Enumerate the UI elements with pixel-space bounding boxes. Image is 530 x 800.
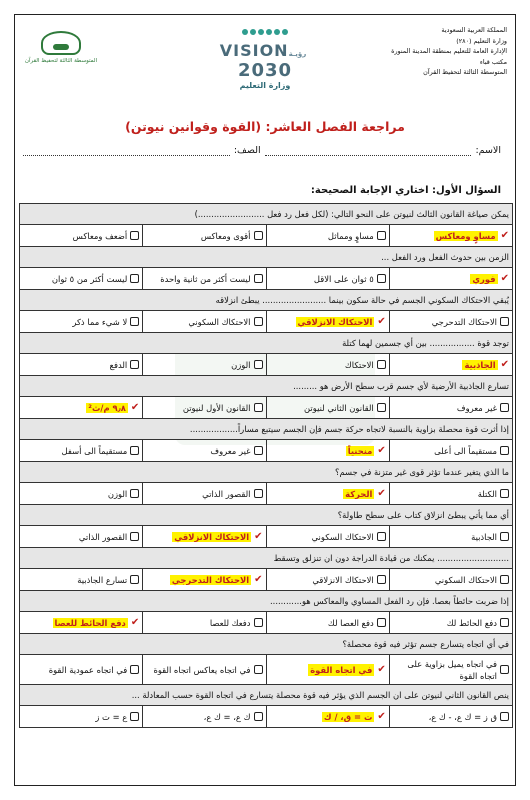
checkbox-icon[interactable] xyxy=(500,446,509,455)
checkbox-icon[interactable] xyxy=(500,665,509,674)
checkbox-icon[interactable] xyxy=(130,575,139,584)
answer-option[interactable] xyxy=(389,569,512,591)
correct-answer-label: مساوٍ ومعاكس xyxy=(435,230,496,241)
option-label: القصور الذاتي xyxy=(202,488,251,499)
option-label: في اتجاه عمودية القوة xyxy=(48,664,128,675)
option-label: الاحتكاك التدحرجي xyxy=(431,316,497,327)
option-label: دفعك للعصا xyxy=(209,617,251,628)
correct-answer-label: الجاذبية xyxy=(464,359,496,370)
answer-option[interactable] xyxy=(143,655,266,685)
checkbox-icon[interactable] xyxy=(500,403,509,412)
answer-row xyxy=(20,311,513,333)
answer-row xyxy=(20,225,513,247)
institution-block xyxy=(357,25,507,78)
question-stem-row xyxy=(20,376,513,397)
checkmark-icon: ✔ xyxy=(377,488,386,499)
checkbox-icon[interactable] xyxy=(254,317,263,326)
school-emblem-icon xyxy=(41,31,81,55)
option-label: تسارع الجاذبية xyxy=(77,574,128,585)
answer-option[interactable] xyxy=(266,706,389,728)
checkmark-icon: ✔ xyxy=(377,663,386,675)
question-stem-row xyxy=(20,462,513,483)
option-label: دفع الحائط لك xyxy=(446,617,497,628)
checkbox-icon[interactable] xyxy=(130,532,139,541)
answer-row xyxy=(20,268,513,290)
checkbox-icon[interactable] xyxy=(130,446,139,455)
answer-option[interactable] xyxy=(266,526,389,548)
name-field[interactable] xyxy=(265,145,472,156)
question-stem-row xyxy=(20,204,513,225)
question-stem: يمكن صياغة القانون الثالث لنيوتن على النحو التالي: (لكل فعل رد فعل .........................) xyxy=(20,204,513,225)
checkbox-icon[interactable] xyxy=(377,575,386,584)
answer-option[interactable] xyxy=(143,311,266,333)
answer-option[interactable] xyxy=(143,612,266,634)
answer-option[interactable] xyxy=(143,569,266,591)
checkbox-icon[interactable] xyxy=(254,274,263,283)
option-label: دفع العصا لك xyxy=(327,617,374,628)
answer-option[interactable] xyxy=(389,526,512,548)
question-stem: ما الذي يتغير عندما تؤثر قوى غير متزنة في جسم؟ xyxy=(20,462,513,483)
header-line: وزارة التعليم (٢٨٠) xyxy=(456,36,507,45)
option-label: ٥ ثوان على الاقل xyxy=(313,273,374,284)
answer-option[interactable] xyxy=(389,440,512,462)
option-label: ق ز = ك ع، - ك ع، xyxy=(428,711,497,722)
option-label: مستقيماً الى أسفل xyxy=(61,445,128,456)
answer-option[interactable] xyxy=(20,268,143,290)
answer-option[interactable] xyxy=(266,440,389,462)
checkbox-icon[interactable] xyxy=(130,360,139,369)
checkbox-icon[interactable] xyxy=(254,489,263,498)
option-label: القصور الذاتي xyxy=(78,531,128,542)
option-label: ليست أكثر من ٥ ثوان xyxy=(51,273,128,284)
option-label: الاحتكاك السكوني xyxy=(188,316,251,327)
option-label: مساوٍ ومماثل xyxy=(327,230,374,241)
option-label: في اتجاه يعاكس اتجاه القوة xyxy=(153,664,251,675)
checkmark-icon: ✔ xyxy=(254,531,263,542)
answer-option[interactable] xyxy=(266,483,389,505)
answer-option[interactable] xyxy=(266,268,389,290)
answer-option[interactable] xyxy=(266,655,389,685)
checkbox-icon[interactable] xyxy=(130,712,139,721)
option-label: غير معروف xyxy=(210,445,251,456)
header xyxy=(15,15,515,105)
answer-option[interactable] xyxy=(143,354,266,376)
answer-option[interactable] xyxy=(20,397,143,419)
answer-option[interactable] xyxy=(20,526,143,548)
answer-option[interactable] xyxy=(143,268,266,290)
checkbox-icon[interactable] xyxy=(254,231,263,240)
answer-option[interactable] xyxy=(143,706,266,728)
option-label: الدفع xyxy=(109,359,128,370)
question-stem-row xyxy=(20,290,513,311)
checkbox-icon[interactable] xyxy=(130,317,139,326)
checkmark-icon: ✔ xyxy=(377,445,386,456)
answer-option[interactable] xyxy=(389,225,512,247)
school-logo: المتوسطة الثالثة لتحفيظ القرآن xyxy=(21,31,101,64)
checkmark-icon: ✔ xyxy=(130,402,140,413)
question-stem: ........................... يمكنك من قيادة الدراجة دون ان تنزلق وتسقط xyxy=(20,548,513,569)
answer-row xyxy=(20,483,513,505)
question-stem-row xyxy=(20,247,513,268)
question-stem-row xyxy=(20,419,513,440)
checkmark-icon: ✔ xyxy=(377,316,386,327)
answer-option[interactable] xyxy=(143,483,266,505)
option-label: الكتلة xyxy=(477,488,497,499)
class-label: الصف: xyxy=(233,145,261,156)
option-label: الوزن xyxy=(107,488,128,499)
option-label: غير معروف xyxy=(456,402,497,413)
question-stem-row xyxy=(20,591,513,612)
question-stem: يُبقي الاحتكاك السكوني الجسم في حالة سكون بينما ........................ يبطئ انزلاقه xyxy=(20,290,513,311)
checkbox-icon[interactable] xyxy=(254,618,263,627)
answer-option[interactable] xyxy=(389,354,512,376)
checkbox-icon[interactable] xyxy=(254,446,263,455)
checkbox-icon[interactable] xyxy=(377,403,386,412)
correct-answer-label: الاحتكاك الانزلاقي xyxy=(297,316,373,327)
option-label: الوزن xyxy=(231,359,251,370)
checkbox-icon[interactable] xyxy=(130,274,139,283)
answer-row xyxy=(20,612,513,634)
checkbox-icon[interactable] xyxy=(500,575,509,584)
correct-answer-label: ٩٫٨ م/ث² xyxy=(88,402,126,413)
checkbox-icon[interactable] xyxy=(130,489,139,498)
page-title: مراجعة الفصل العاشر: (القوة وقوانين نيوتن) xyxy=(125,119,405,134)
option-label: مستقيماً الى أعلى xyxy=(434,445,497,456)
answer-option[interactable] xyxy=(20,569,143,591)
option-label: القانون الثاني لنيوتن xyxy=(304,402,374,413)
checkbox-icon[interactable] xyxy=(377,360,386,369)
question-stem: تسارع الجاذبية الأرضية لأي جسم قرب سطح الأرض هو ......... xyxy=(20,376,513,397)
question-stem: إذا أثرت قوة محصلة بزاوية بالنسبة لاتجاه حركة جسم فإن الجسم سيتبع مساراً.................. xyxy=(20,419,513,440)
answer-row xyxy=(20,569,513,591)
answer-option[interactable] xyxy=(389,655,512,685)
checkbox-icon[interactable] xyxy=(500,532,509,541)
answer-option[interactable] xyxy=(389,268,512,290)
checkbox-icon[interactable] xyxy=(254,360,263,369)
option-label: لا شيء مما ذكر xyxy=(72,316,128,327)
checkbox-icon[interactable] xyxy=(377,231,386,240)
answer-option[interactable] xyxy=(20,706,143,728)
class-field[interactable] xyxy=(23,145,230,156)
answer-option[interactable] xyxy=(266,311,389,333)
option-label: أضعف ومعاكس xyxy=(72,230,128,241)
question-stem-row xyxy=(20,333,513,354)
question-stem: توجد قوة ................. بين أي جسمين لهما كتلة xyxy=(20,333,513,354)
answer-option[interactable] xyxy=(266,569,389,591)
option-label: في اتجاه يميل بزاوية على اتجاه القوة xyxy=(407,658,497,681)
answer-option[interactable] xyxy=(266,225,389,247)
answer-row xyxy=(20,354,513,376)
answer-row xyxy=(20,397,513,419)
checkbox-icon[interactable] xyxy=(500,489,509,498)
checkmark-icon: ✔ xyxy=(254,574,263,585)
checkbox-icon[interactable] xyxy=(254,665,263,674)
correct-answer-label: الاحتكاك الانزلاقي xyxy=(174,531,250,542)
answer-option[interactable] xyxy=(266,354,389,376)
checkbox-icon[interactable] xyxy=(377,618,386,627)
correct-answer-label: دفع الحائط للعصا xyxy=(54,617,126,628)
correct-answer-label: ت = ق، / ك xyxy=(323,711,373,722)
checkbox-icon[interactable] xyxy=(500,618,509,627)
answer-option[interactable] xyxy=(389,612,512,634)
answer-option[interactable] xyxy=(143,526,266,548)
student-info-line xyxy=(23,145,501,156)
answer-row xyxy=(20,706,513,728)
question-stem: ينص القانون الثاني لنيوتن على ان الجسم الذي يؤثر فيه قوة محصلة يتسارع في اتجاه القوة حسب المعادلة ... xyxy=(20,685,513,706)
option-label: أقوى ومعاكس xyxy=(200,230,251,241)
correct-answer-label: فوري xyxy=(472,273,496,284)
answer-row xyxy=(20,655,513,685)
vision-2030-logo: رؤيـةVISION 2030 وزارة التعليم xyxy=(205,29,325,90)
checkbox-icon[interactable] xyxy=(377,532,386,541)
header-line: المملكة العربية السعودية xyxy=(441,26,507,34)
option-label: ليست أكثر من ثانية واحدة xyxy=(160,273,251,284)
option-label: الجاذبية xyxy=(471,531,497,542)
checkbox-icon[interactable] xyxy=(377,274,386,283)
checkmark-icon: ✔ xyxy=(500,230,509,241)
answer-option[interactable] xyxy=(143,397,266,419)
question-stem-row xyxy=(20,505,513,526)
answer-row xyxy=(20,440,513,462)
questions-table xyxy=(19,203,513,728)
answer-option[interactable] xyxy=(20,311,143,333)
checkbox-icon[interactable] xyxy=(130,665,139,674)
answer-option[interactable] xyxy=(20,655,143,685)
correct-answer-label: الحركة xyxy=(345,488,373,499)
checkbox-icon[interactable] xyxy=(254,712,263,721)
option-label: ك ع، = ك ع، xyxy=(203,711,251,722)
question-stem-row xyxy=(20,685,513,706)
name-label: الاسم: xyxy=(475,145,501,156)
correct-answer-label: الاحتكاك التدحرجي xyxy=(171,574,250,585)
header-line: الإدارة العامة للتعليم بمنطقة المدينة المنورة xyxy=(391,47,507,55)
option-label: الاحتكاك السكوني xyxy=(434,574,497,585)
answer-option[interactable] xyxy=(20,612,143,634)
answer-option[interactable] xyxy=(20,354,143,376)
answer-option[interactable] xyxy=(389,483,512,505)
section-title: السؤال الأول: اختاري الإجابة الصحيحة: xyxy=(310,185,501,196)
header-line: المتوسطة الثالثة لتحفيظ القرآن xyxy=(423,68,507,76)
answer-option[interactable] xyxy=(143,225,266,247)
answer-option[interactable] xyxy=(389,311,512,333)
question-stem-row xyxy=(20,548,513,569)
checkbox-icon[interactable] xyxy=(130,231,139,240)
answer-option[interactable] xyxy=(20,440,143,462)
logo-dots-icon xyxy=(205,29,325,39)
checkbox-icon[interactable] xyxy=(500,712,509,721)
answer-option[interactable] xyxy=(389,397,512,419)
checkmark-icon: ✔ xyxy=(130,617,140,628)
checkmark-icon: ✔ xyxy=(500,273,509,284)
answer-option[interactable] xyxy=(20,483,143,505)
option-label: الاحتكاك السكوني xyxy=(311,531,374,542)
question-stem-row xyxy=(20,634,513,655)
question-stem: إذا ضربت حائطاً بعصا. فإن رد الفعل المساوي والمعاكس هو............ xyxy=(20,591,513,612)
option-label: ع = ت ز xyxy=(95,711,128,722)
option-label: الاحتكاك xyxy=(344,359,374,370)
question-stem: أي مما يأتي يبطئ انزلاق كتاب على سطح طاولة؟ xyxy=(20,505,513,526)
answer-option[interactable] xyxy=(143,440,266,462)
ministry-name: وزارة التعليم xyxy=(239,81,291,90)
checkmark-icon: ✔ xyxy=(500,359,509,370)
answer-option[interactable] xyxy=(266,397,389,419)
answer-row xyxy=(20,526,513,548)
worksheet-page xyxy=(14,14,516,786)
option-label: الاحتكاك الانزلاقي xyxy=(312,574,374,585)
option-label: القانون الأول لنيوتن xyxy=(182,402,251,413)
checkbox-icon[interactable] xyxy=(254,403,263,412)
checkbox-icon[interactable] xyxy=(500,317,509,326)
answer-option[interactable] xyxy=(20,225,143,247)
checkmark-icon: ✔ xyxy=(377,711,386,722)
correct-answer-label: منحنياً xyxy=(347,445,373,456)
correct-answer-label: في اتجاه القوة xyxy=(310,664,373,675)
answer-option[interactable] xyxy=(266,612,389,634)
answer-option[interactable] xyxy=(389,706,512,728)
question-stem: في أي اتجاه يتسارع جسم تؤثر فيه قوة محصلة؟ xyxy=(20,634,513,655)
header-line: مكتب قباء xyxy=(479,57,507,66)
question-stem: الزمن بين حدوث الفعل ورد الفعل ... xyxy=(20,247,513,268)
